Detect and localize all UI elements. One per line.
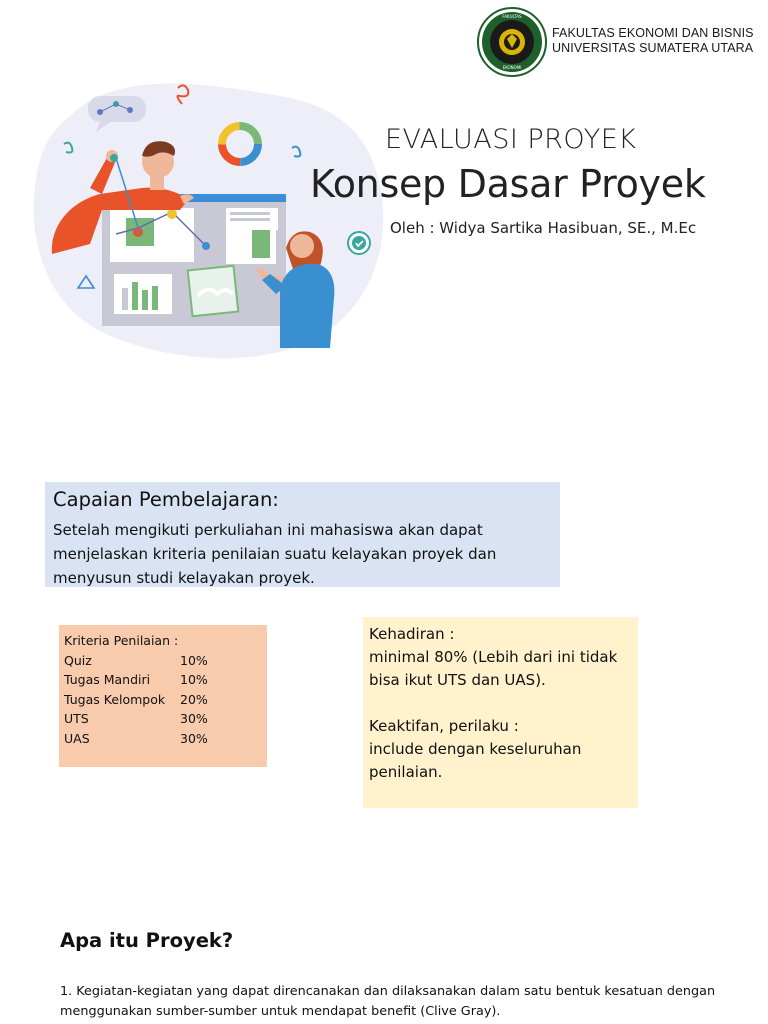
learning-outcome-body: [53, 518, 552, 590]
learning-outcome-line: menjelaskan kriteria penilaian suatu kelayakan proyek dan: [53, 545, 497, 563]
cover-illustration: [30, 76, 402, 366]
grading-row: [64, 670, 262, 690]
grading-row: [64, 709, 262, 729]
grading-row: [64, 729, 262, 749]
attendance-line: bisa ikut UTS dan UAS).: [369, 671, 546, 689]
faculty-logo: [476, 6, 548, 78]
participation-line: penilaian.: [369, 763, 443, 781]
attendance-box: [363, 617, 638, 808]
author-line: Oleh : Widya Sartika Hasibuan, SE., M.Ec: [390, 219, 697, 237]
slide-title: Konsep Dasar Proyek: [310, 162, 706, 206]
grading-item-name: UAS: [64, 730, 90, 746]
svg-text:EKONOMI: EKONOMI: [502, 65, 522, 70]
attendance-line: minimal 80% (Lebih dari ini tidak: [369, 648, 618, 666]
learning-outcome-line: Setelah mengikuti perkuliahan ini mahasiswa akan dapat: [53, 521, 483, 539]
definition-list: [60, 982, 715, 1021]
faculty-line-2: UNIVERSITAS SUMATERA UTARA: [552, 41, 754, 55]
grading-item-pct: 30%: [180, 711, 208, 726]
section-heading: Apa itu Proyek?: [60, 929, 234, 952]
svg-text:FAKULTAS: FAKULTAS: [502, 14, 522, 19]
grading-item-pct: 10%: [180, 652, 208, 668]
course-title: EVALUASI PROYEK: [385, 124, 637, 155]
bar-chart-icon: [114, 274, 172, 314]
grading-item-name: Tugas Mandiri: [64, 672, 151, 687]
definition-line: menggunakan sumber-sumber untuk mendapat benefit (Clive Gray).: [60, 1003, 501, 1019]
grading-criteria-heading: Kriteria Penilaian :: [64, 633, 179, 648]
grading-item-pct: 20%: [180, 691, 208, 707]
learning-outcome-box: [45, 482, 560, 587]
grading-item-pct: 10%: [180, 672, 208, 687]
grading-item-name: Tugas Kelompok: [64, 691, 166, 707]
definition-line: 1. Kegiatan-kegiatan yang dapat direncanakan dan dilaksanakan dalam satu bentuk kesatuan dengan: [60, 984, 716, 999]
grading-row: [64, 651, 262, 671]
participation-line: Keaktifan, perilaku :: [369, 717, 519, 735]
grading-item-pct: 30%: [180, 730, 208, 746]
faculty-name: [552, 26, 754, 56]
learning-outcome-title: Capaian Pembelajaran:: [53, 488, 279, 511]
grading-item-name: UTS: [64, 711, 89, 726]
participation-line: include dengan keseluruhan: [369, 740, 582, 758]
learning-outcome-line: menyusun studi kelayakan proyek.: [53, 569, 315, 587]
check-badge-icon: [348, 232, 370, 254]
grading-row: [64, 690, 262, 710]
attendance-line: Kehadiran :: [369, 625, 455, 643]
faculty-line-1: FAKULTAS EKONOMI DAN BISNIS: [552, 26, 754, 40]
grading-item-name: Quiz: [64, 652, 92, 668]
grading-criteria-box: [59, 625, 267, 767]
